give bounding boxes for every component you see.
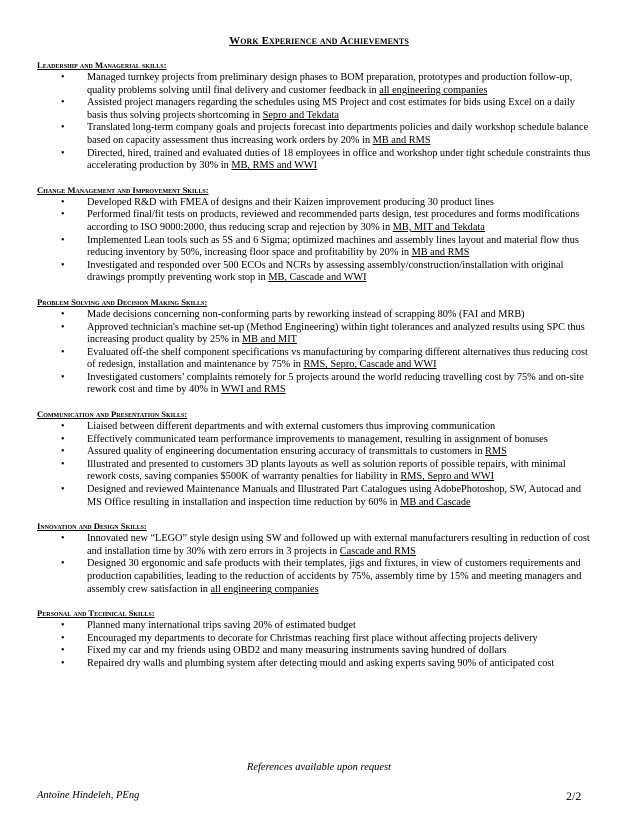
company-reference: RMS, Sepro, Cascade and WWI: [303, 359, 437, 371]
company-reference: all engineering companies: [210, 583, 319, 595]
bullet-icon: •: [61, 196, 65, 208]
item-text: Investigated customers’ complaints remotely for 5 projects around the world reducing travelling cost by 75% and on-site rework cost and time by 40% in: [87, 371, 584, 396]
bullet-list: [37, 72, 597, 173]
item-text: Assured quality of engineering documentation ensuring accuracy of transmittals to customers in: [87, 446, 486, 458]
list-item: [37, 260, 597, 285]
list-item: [37, 322, 597, 347]
bullet-icon: •: [61, 645, 65, 657]
bullet-icon: •: [61, 259, 65, 271]
item-text: Approved technician's machine set-up (Method Engineering) within tight tolerances and analyzed results using SPC thus increasing product quality by 25% in: [87, 321, 585, 346]
bullet-list: [37, 620, 597, 670]
list-item: [37, 459, 597, 484]
list-item: [37, 633, 597, 646]
item-text: Evaluated off-the shelf component specifications vs manufacturing by comparing different alternatives thus reducing cost of redesign, installation and maintenance by 75% in: [87, 346, 588, 371]
item-text: Designed and reviewed Maintenance Manuals and Illustrated Part Catalogues using AdobePhotoshop, SW, Autocad and MS Office resulting in installation and inspection time reduction by 60% in: [87, 484, 582, 508]
bullet-list: [37, 533, 597, 596]
list-item: [37, 347, 597, 372]
page-title: Work Experience and Achievements: [229, 35, 409, 47]
bullet-icon: •: [61, 433, 65, 445]
list-item: [37, 72, 597, 97]
list-item: [37, 148, 597, 173]
list-item: [37, 645, 597, 658]
item-text: Managed turnkey projects from preliminary design phases to BOM preparation, prototypes and production follow-up, quality problems solving until final delivery and customer feedback in: [87, 72, 573, 96]
item-text: Investigated and responded over 500 ECOs and NCRs by assessing assembly/construction/installation with original drawings promptly preventing work stop in: [87, 259, 564, 284]
list-item: [37, 533, 597, 558]
item-text: Implemented Lean tools such as 5S and 6 Sigma; optimized machines and assembly lines layout and material flow thus reducing inventory by 50%, increasing floor space and profitability by 20% in: [87, 234, 579, 259]
list-item: [37, 484, 597, 509]
page-number: 2/2: [566, 789, 582, 803]
bullet-icon: •: [61, 371, 65, 383]
item-text: Performed final/fit tests on products, reviewed and recommended parts design, test procedures and forms modifications according to ISO 9000:2000, thus reducing scrap and rejection by 30% in: [87, 209, 580, 233]
company-reference: MB, RMS and WWI: [231, 160, 318, 172]
list-item: [37, 421, 597, 434]
bullet-icon: •: [61, 657, 65, 669]
item-text: Made decisions concerning non-conforming parts by reworking instead of scrapping 80% (FAI and MRB): [87, 308, 525, 320]
section-heading: Personal and Technical Skills:: [37, 608, 155, 619]
item-text: Directed, hired, trained and evaluated duties of 18 employees in office and workshop under tight schedule constraints thus accelerating production by 30% in: [87, 147, 591, 172]
list-item: [37, 658, 597, 671]
company-reference: MB and RMS: [372, 134, 431, 146]
sections-container: [37, 60, 597, 683]
section: [37, 409, 597, 509]
bullet-list: [37, 309, 597, 397]
section: [37, 60, 597, 173]
list-item: [37, 209, 597, 234]
bullet-list: [37, 197, 597, 285]
section-heading: Leadership and Managerial skills:: [37, 60, 167, 70]
list-item: [37, 235, 597, 260]
bullet-icon: •: [61, 558, 65, 570]
item-text: Encouraged my departments to decorate for Christmas reaching first place without affecting projects delivery: [87, 632, 538, 644]
bullet-icon: •: [61, 122, 65, 134]
author-name: Antoine Hindeleh, PEng: [37, 790, 140, 801]
section-heading: Problem Solving and Decision Making Skills:: [37, 296, 208, 307]
company-reference: all engineering companies: [379, 84, 488, 96]
bullet-icon: •: [61, 346, 65, 358]
company-reference: Cascade and RMS: [339, 545, 416, 557]
item-text: Translated long-term company goals and projects forecast into departments policies and daily workshop schedule balance based on capacity assessment thus increasing work orders by 20% in: [87, 122, 589, 146]
bullet-icon: •: [61, 72, 65, 83]
list-item: [37, 558, 597, 596]
item-text: Illustrated and presented to customers 3D plants layouts as well as solution reports of possible repairs, with minimal rework costs, saving companies $500K of warranty penalties for liability in: [87, 458, 566, 483]
bullet-icon: •: [61, 533, 65, 545]
section: [37, 185, 597, 285]
company-reference: MB and RMS: [411, 247, 470, 259]
item-text: Fixed my car and my friends using OBD2 and many measuring instruments saving hundred of dollars: [87, 645, 507, 657]
section-heading: Communication and Presentation Skills:: [37, 409, 188, 420]
list-item: [37, 97, 597, 122]
section-heading: Change Management and Improvement Skills:: [37, 184, 209, 195]
company-reference: MB, MIT and Tekdata: [392, 221, 485, 233]
list-item: [37, 309, 597, 322]
bullet-icon: •: [61, 421, 65, 433]
section-heading: Innovation and Design Skills:: [37, 521, 147, 532]
item-text: Liaised between different departments and with external customers thus improving communication: [87, 421, 496, 433]
bullet-icon: •: [61, 308, 65, 320]
bullet-icon: •: [61, 234, 65, 246]
company-reference: MB and MIT: [242, 334, 297, 346]
company-reference: RMS: [485, 446, 507, 458]
list-item: [37, 197, 597, 210]
bullet-icon: •: [61, 458, 65, 470]
bullet-icon: •: [61, 97, 65, 109]
bullet-icon: •: [61, 209, 65, 221]
company-reference: MB and Cascade: [400, 496, 471, 508]
item-text: Planned many international trips saving 20% of estimated budget: [87, 620, 356, 632]
bullet-icon: •: [61, 321, 65, 333]
list-item: [37, 620, 597, 633]
item-text: Developed R&D with FMEA of designs and their Kaizen improvement producing 30 product lines: [87, 196, 494, 208]
list-item: [37, 122, 597, 147]
list-item: [37, 434, 597, 447]
company-reference: WWI and RMS: [220, 384, 286, 396]
company-reference: MB, Cascade and WWI: [268, 272, 367, 284]
references-note: References available upon request: [246, 762, 392, 773]
company-reference: RMS, Sepro and WWI: [400, 471, 495, 483]
item-text: Designed 30 ergonomic and safe products with their templates, jigs and fixtures, in view of customers requirements and production capabilities, leading to the reduction of accidents by 75%, assembly time by 15% and meeting managers and assembly crew satisfaction in: [87, 558, 582, 595]
section: [37, 608, 597, 670]
bullet-icon: •: [61, 632, 65, 644]
item-text: Effectively communicated team performance improvements to management, resulting in assignment of bonuses: [87, 433, 548, 445]
section: [37, 521, 597, 596]
item-text: Innovated new “LEGO” style design using SW and followed up with external manufacturers resulting in reduction of cost and installation time by 30% with zero errors in 3 projects in: [87, 533, 590, 557]
list-item: [37, 446, 597, 459]
bullet-icon: •: [61, 147, 65, 159]
bullet-icon: •: [61, 446, 65, 458]
bullet-list: [37, 421, 597, 509]
bullet-icon: •: [61, 484, 65, 496]
item-text: Assisted project managers regarding the schedules using MS Project and cost estimates for bids using Excel on a daily basis thus solving projects shortcoming in: [87, 97, 575, 121]
list-item: [37, 372, 597, 397]
section: [37, 297, 597, 397]
bullet-icon: •: [61, 620, 65, 632]
item-text: Repaired dry walls and plumbing system after detecting mould and asking experts saving 90% of anticipated cost: [87, 657, 555, 669]
company-reference: Sepro and Tekdata: [262, 109, 339, 121]
